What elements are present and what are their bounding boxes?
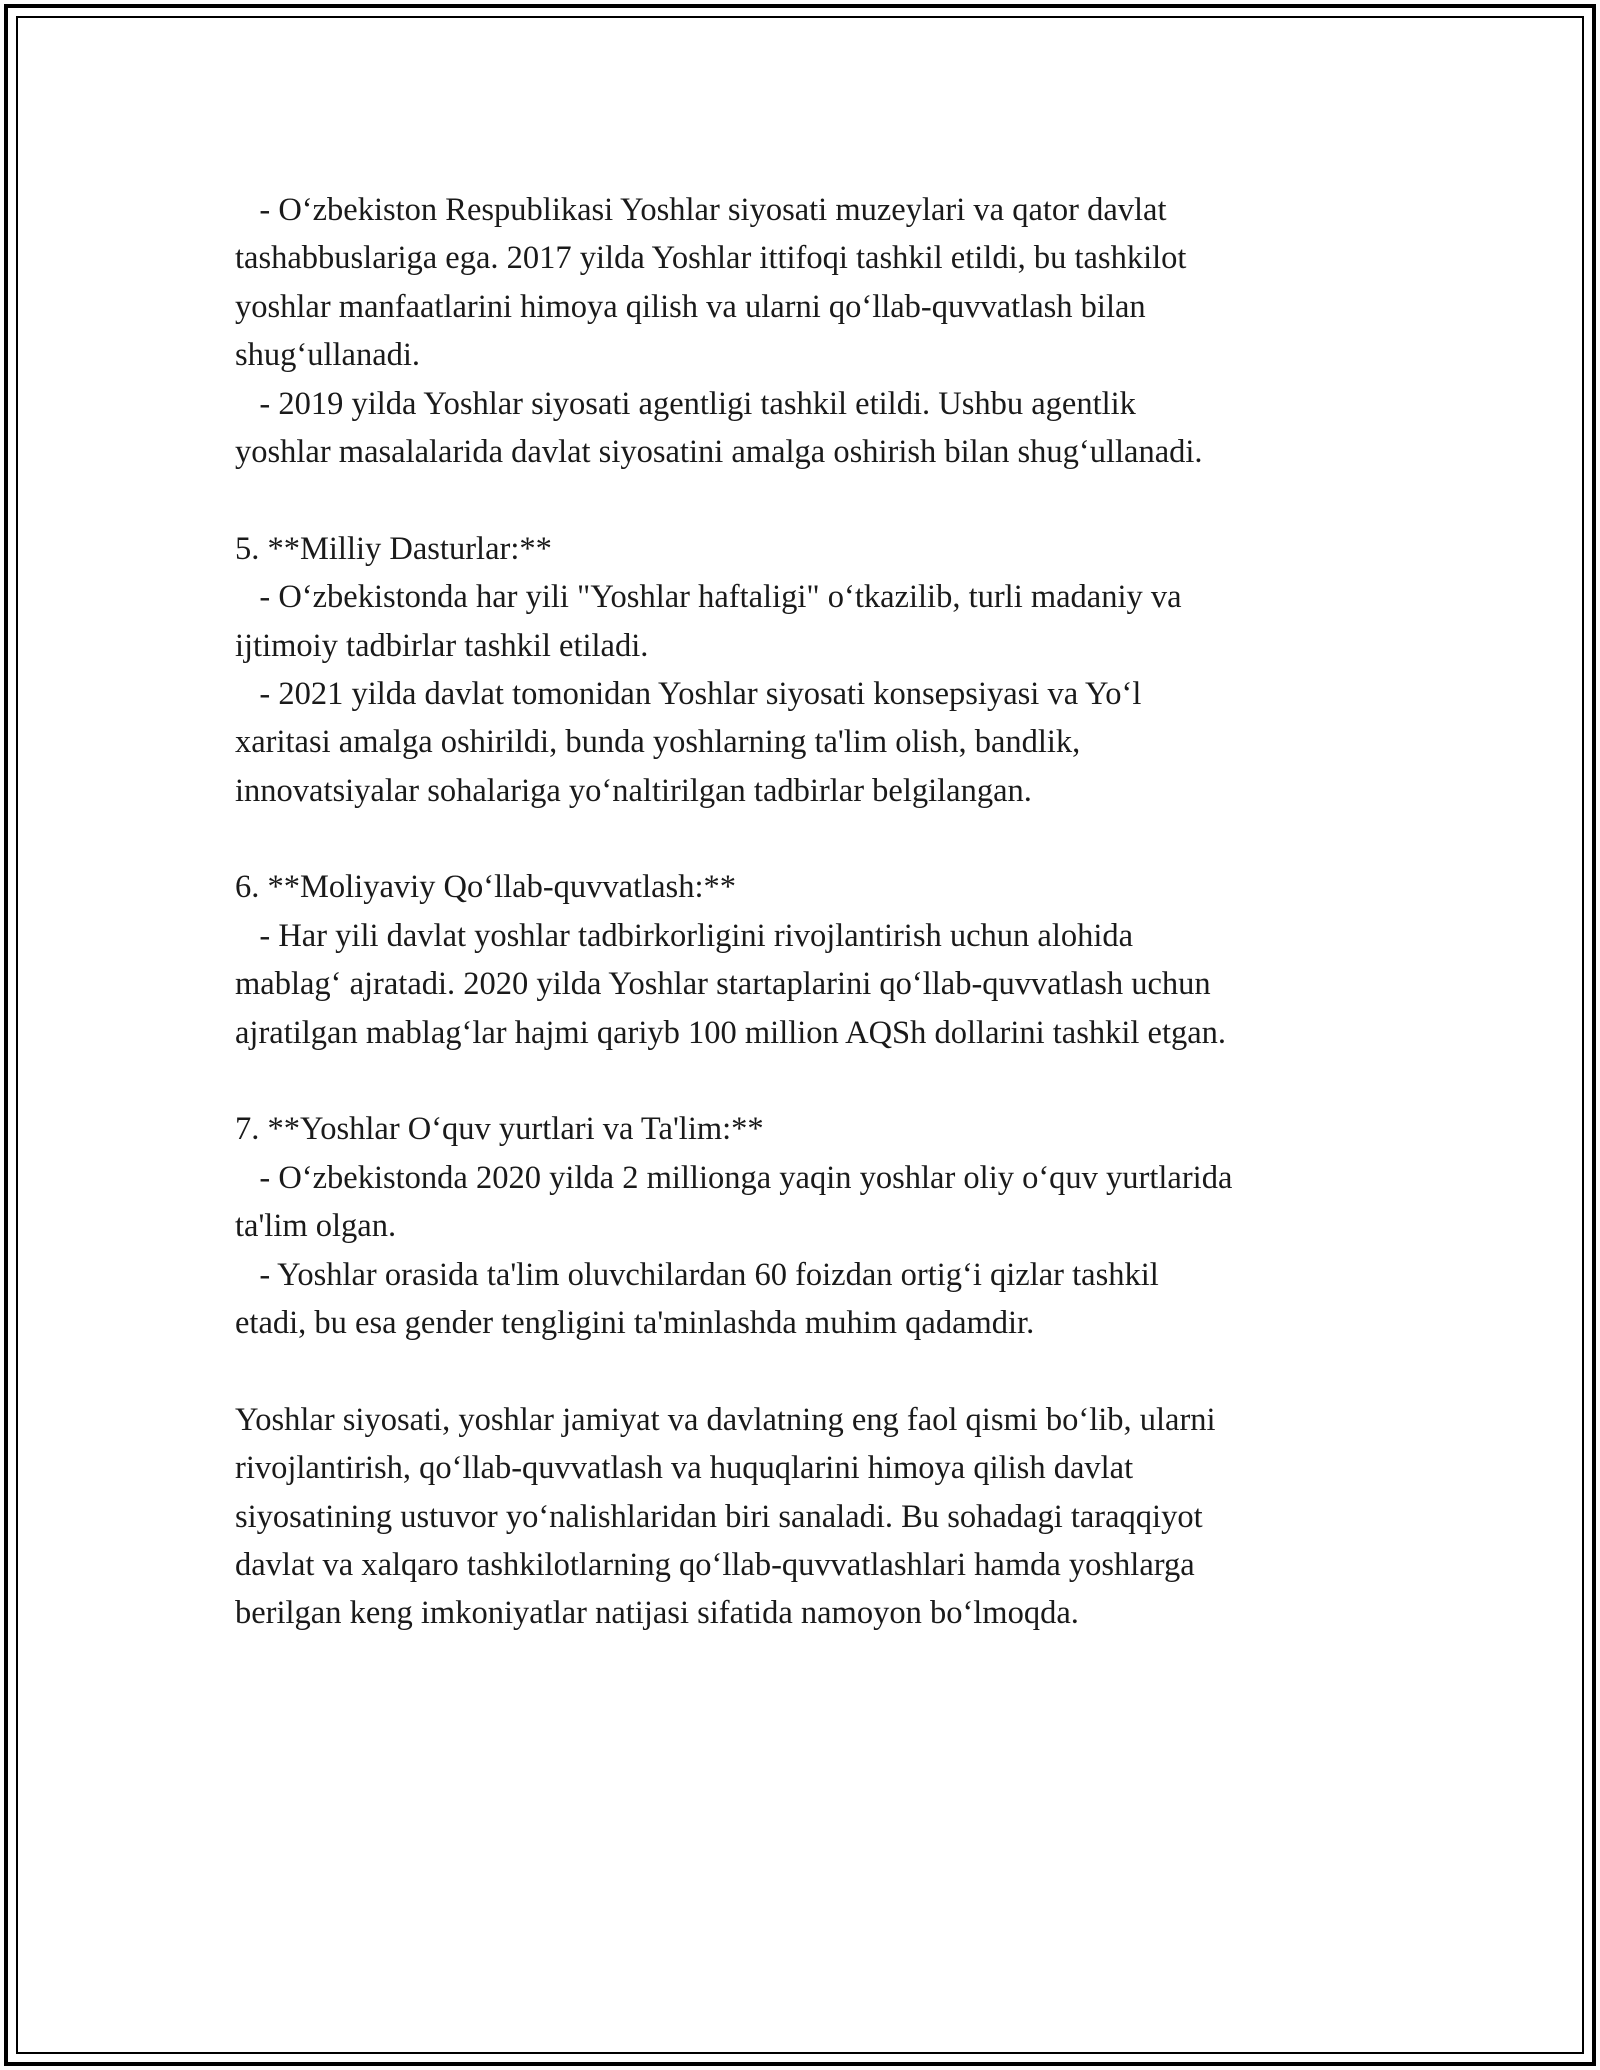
text-line: yoshlar manfaatlarini himoya qilish va ularni qo‘llab-quvvatlash bilan: [235, 288, 1146, 325]
text-line: ta'lim olgan.: [235, 1208, 397, 1245]
section-heading: 7. **Yoshlar O‘quv yurtlari va Ta'lim:**: [235, 1111, 764, 1148]
text-line: berilgan keng imkoniyatlar natijasi sifatida namoyon bo‘lmoqda.: [235, 1595, 1079, 1632]
text-line: ijtimoiy tadbirlar tashkil etiladi.: [235, 627, 649, 664]
blank-line: [235, 476, 1415, 524]
section-heading: 6. **Moliyaviy Qo‘llab-quvvatlash:**: [235, 869, 736, 906]
text-line: ajratilgan mablag‘lar hajmi qariyb 100 million AQSh dollarini tashkil etgan.: [235, 1014, 1227, 1051]
text-line: xaritasi amalga oshirildi, bunda yoshlarning ta'lim olish, bandlik,: [235, 724, 1081, 761]
text-line: - O‘zbekistonda har yili "Yoshlar haftaligi" o‘tkazilib, turli madaniy va: [235, 579, 1182, 616]
text-line: - Har yili davlat yoshlar tadbirkorligini rivojlantirish uchun alohida: [235, 917, 1134, 954]
text-line: mablag‘ ajratadi. 2020 yilda Yoshlar startaplarini qo‘llab-quvvatlash uchun: [235, 966, 1211, 1003]
text-line: davlat va xalqaro tashkilotlarning qo‘llab-quvvatlashlari hamda yoshlarga: [235, 1546, 1195, 1583]
text-line: etadi, bu esa gender tengligini ta'minlashda muhim qadamdir.: [235, 1304, 1035, 1341]
text-line: Yoshlar siyosati, yoshlar jamiyat va davlatning eng faol qismi bo‘lib, ularni: [235, 1401, 1216, 1438]
blank-line: [235, 1057, 1415, 1105]
text-line: tashabbuslariga ega. 2017 yilda Yoshlar ittifoqi tashkil etildi, bu tashkilot: [235, 240, 1187, 277]
text-line: shug‘ullanadi.: [235, 337, 421, 374]
section-heading: 5. **Milliy Dasturlar:**: [235, 530, 552, 567]
text-line: - 2019 yilda Yoshlar siyosati agentligi tashkil etildi. Ushbu agentlik: [235, 385, 1136, 422]
text-line: - Yoshlar orasida ta'lim oluvchilardan 60 foizdan ortig‘i qizlar tashkil: [235, 1256, 1159, 1293]
blank-line: [235, 815, 1415, 863]
text-line: innovatsiyalar sohalariga yo‘naltirilgan tadbirlar belgilangan.: [235, 772, 1032, 809]
text-line: - O‘zbekiston Respublikasi Yoshlar siyosati muzeylari va qator davlat: [235, 192, 1167, 228]
document-body: [235, 186, 1415, 1638]
text-line: - 2021 yilda davlat tomonidan Yoshlar siyosati konsepsiyasi va Yo‘l: [235, 675, 1142, 712]
text-line: siyosatining ustuvor yo‘nalishlaridan biri sanaladi. Bu sohadagi taraqqiyot: [235, 1498, 1203, 1535]
text-line: yoshlar masalalarida davlat siyosatini amalga oshirish bilan shug‘ullanadi.: [235, 433, 1203, 470]
text-line: rivojlantirish, qo‘llab-quvvatlash va huquqlarini himoya qilish davlat: [235, 1450, 1134, 1487]
text-line: - O‘zbekistonda 2020 yilda 2 millionga yaqin yoshlar oliy o‘quv yurtlarida: [235, 1159, 1233, 1196]
blank-line: [235, 1347, 1415, 1395]
